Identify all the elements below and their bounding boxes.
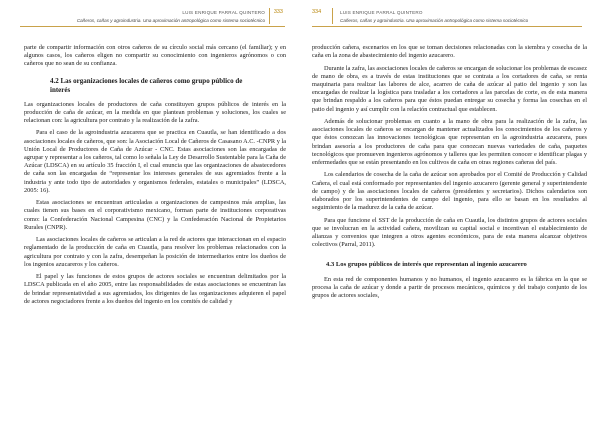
left-page-number: 333 xyxy=(273,9,283,15)
left-running-head-rule xyxy=(20,26,285,27)
right-page xyxy=(300,0,600,440)
paragraph: Para que funcione el SST de la producción de caña en Cuautla, los distintos grupos de actores sociales que se involucran en la actividad cañera, movilizan su capital social e incentivan el establecimiento de alianzas y convenios que integren a otros agentes económicos, para de esta manera alcanzar objetivos colectivos (Parral, 2011). xyxy=(312,216,587,249)
paragraph: Para el caso de la agroindustria azucarera que se practica en Cuautla, se han identificado a dos asociaciones locales de cañeros, que son: la Asociación Local de Cañeros de Casasano A.C. -CNPR y la Unión Local de Productores de Caña de Azúcar - CNC. Estas asociaciones son las encargadas de agrupar y representar a los cañeros, tal como lo señala la Ley de Desarrollo Sustentable para la Caña de Azúcar (LDSCA) en su artículo 35 fracción I, el cual enuncia que las organizaciones de abastecedores de caña son las encargadas de “representar los intereses generales de sus agremiados frente a la industria y ante todo tipo de autoridades y organismos federales, estatales o municipales” (LDSCA, 2005: 16). xyxy=(24,129,286,194)
paragraph: Estas asociaciones se encuentran articuladas a organizaciones de campesinos más amplias, las cuales tienen sus bases en el corporativismo mexicano, forman parte de instituciones corporativas como: la Confederación Nacional Campesina (CNC) y la Confederación Nacional de Propietarios Rurales (CNPR). xyxy=(24,199,286,231)
right-running-head-rule xyxy=(312,26,582,27)
paragraph: Los calendarios de cosecha de la caña de azúcar son aprobados por el Comité de Producción y Calidad Cañera, el cual está conformado por representantes del ingenio azucarero (gerente general y superintendente de campo) y de las asociaciones locales de cañeros (presidentes y secretarios). Dichos calendarios son elaborados por los superintendentes de campo del ingenio, para ello se basan en los resultados al seguimiento de la madurez de la caña de azúcar. xyxy=(312,171,587,212)
left-running-head-text xyxy=(77,9,265,25)
paragraph: parte de compartir información con otros cañeros de su círculo social más cercano (el familiar); y en algunos casos, los cañeros eligen no compartir su conocimiento con ingenieros agrónomos o con cañeros que no sean de su confianza. xyxy=(24,44,286,68)
paragraph: En esta red de componentes humanos y no humanos, el ingenio azucarero es la fábrica en la que se procesa la caña de azúcar y donde a partir de procesos mecánicos, químicos y del trabajo conjunto de los grupos de actores sociales, xyxy=(312,275,587,300)
paragraph: Durante la zafra, las asociaciones locales de cañeros se encargan de solucionar los problemas de escasez de mano de obra, es a través de estas instituciones que se contrata a los cortadores de caña, se renta maquinaria para realizar las labores de alce, acarreo de caña de azúcar al patio del ingenio y son las encargadas de realizar la logística para trasladar a los cortadores a las parcelas de corte, es de esta manera que brindan respaldo a los cañeros para que éstos puedan entregar su cosecha y forma las cosechas en el patio del ingenio y así cumplir con la relación contractual que establecen. xyxy=(312,64,587,113)
left-running-head-divider xyxy=(269,8,270,24)
left-running-head-author: LUIS ENRIQUE PARRAL QUINTERO xyxy=(182,10,265,15)
paragraph: Además de solucionar problemas en cuanto a la mano de obra para la realización de la zafra, las asociaciones locales de cañeros se encargan de mantener actualizados los conocimientos de los cañeros y que éstos conozcan las innovaciones tecnológicas que representan en la agroindustria azucarera, pues brindan asesoría a los productores de caña para que conozcan nuevas variedades de caña, paquetes tecnológicos que promueven ingenieros agrónomos y talleres que les permiten conocer e identificar plagas y enfermedades que se están presentando en los cultivos de caña en otras regiones cañeras del país. xyxy=(312,118,587,167)
paragraph: Las asociaciones locales de cañeros se articulan a la red de actores que interaccionan en el espacio reglamentado de la producción de caña en Cuautla, para resolver los problemas relacionados con la agricultura por contrato y con la zafra, desempeñan la posición de intermediarios entre los dueños de los ingenios azucareros y los cañeros. xyxy=(24,236,286,268)
subsection-heading: 4.3 Los grupos públicos de interés que representan al ingenio azucarero xyxy=(326,261,527,269)
section-heading: 4.2 Las organizaciones locales de cañeros como grupo público de interés xyxy=(50,76,243,94)
left-body-text xyxy=(24,44,286,310)
left-running-head-subtitle: Cañeros, cañas y agroindustria. Una aproximación antropológica como sistema sociotécnico xyxy=(76,18,265,23)
right-running-head-divider xyxy=(332,8,333,24)
right-body-text xyxy=(312,44,587,305)
paragraph: producción cañera, escenarios en los que se toman decisiones relacionadas con la siembra y cosecha de la caña en la zona de abastecimiento del ingenio azucarero. xyxy=(312,44,587,60)
paragraph: El papel y las funciones de estos grupos de actores sociales se encuentran delimitados por la LDSCA publicada en el año 2005, entre las responsabilidades de estas asociaciones se encuentran las de brindar representatividad a sus agremiados, los dirigentes de las organizaciones adquieren el papel de actores negociadores frente a los dueños del ingenio en los comités de calidad y xyxy=(24,273,286,305)
right-running-head xyxy=(312,6,582,32)
paragraph: Las organizaciones locales de productores de caña constituyen grupos públicos de interés en la producción de caña de azúcar, en la medida en que plantean problemas y soluciones, los cuales se relacionan con: la agricultura por contrato y la realización de la zafra. xyxy=(24,100,286,125)
right-running-head-subtitle: Cañeros, cañas y agroindustria. Una aproximación antropológica como sistema sociotécnico xyxy=(340,18,529,23)
right-page-number: 334 xyxy=(312,9,322,15)
left-running-head xyxy=(20,6,285,32)
right-running-head-author: LUIS ENRIQUE PARRAL QUINTERO xyxy=(340,10,423,15)
right-running-head-text xyxy=(340,9,528,25)
